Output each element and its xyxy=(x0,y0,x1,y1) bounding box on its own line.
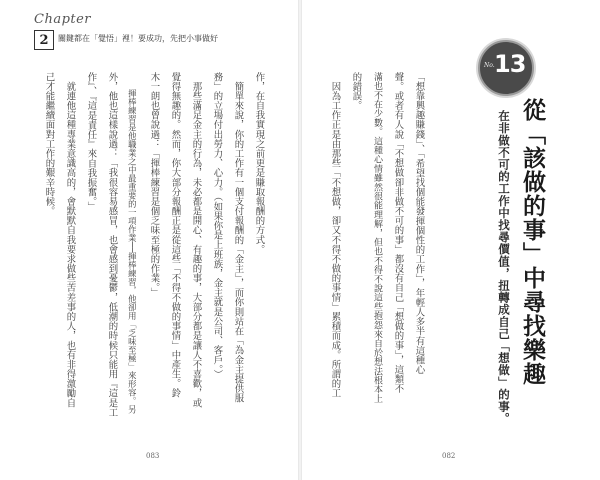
right-text-column: 「想靠興趣賺錢」、「希望找個能發揮個性的工作」，年輕人多半有這種心 xyxy=(413,72,425,375)
left-text-column: 務」的立場付出勞力、心力。（如果你是上班族，金主就是公司、客戶。） xyxy=(211,72,223,380)
section-title: 從「該做的事」中尋找樂趣 xyxy=(519,98,546,386)
left-text-column: 就連他這種專業意識高的，會默默自我要求做些苦差事的人，也有非得激勵自 xyxy=(64,72,76,408)
right-text-column: 滿也不在少數。這種心情雖然很能理解，但也不得不說這些抱怨來自於想法根本上 xyxy=(372,72,382,404)
chapter-number: 2 xyxy=(34,30,54,50)
page-number: 082 xyxy=(442,452,456,460)
badge-number: 13 xyxy=(494,50,526,78)
page-number: 083 xyxy=(146,452,160,460)
left-text-column: 木一朗也曾說過：「揮棒練習是個乏味至極的作業。」 xyxy=(148,72,160,298)
left-page xyxy=(0,0,298,480)
chapter-title: 關鍵都在「覺悟」裡！要成功，先把小事做好 xyxy=(58,34,218,43)
left-text-column: 簡單來說，你的工作有一個支付報酬的「金主」，而你則站在「為金主提供服 xyxy=(232,72,244,403)
right-text-column: 因為工作正是由那些「不想做，卻又不得不做的事情」累積而成。所謂的工 xyxy=(329,72,341,399)
left-text-column: 作』、『這是責任』來自我振奮。」 xyxy=(85,72,97,212)
section-number-badge xyxy=(470,38,548,98)
right-text-column: 的錯誤。 xyxy=(350,72,362,111)
left-text-column: 己才能繼續面對工作的艱辛時候。 xyxy=(43,72,55,216)
section-subtitle: 在非做不可的工作中找尋價值，扭轉成自己「想做」的事。 xyxy=(497,110,511,425)
left-text-column: 作，在自我實現之前更是賺取報酬的方式。 xyxy=(253,72,265,255)
badge-label: No. xyxy=(484,62,495,69)
chapter-label: Chapter xyxy=(34,12,92,27)
right-text-column: 聲。或者有人說「不想做卻非做不可的事」都沒有自己「想做的事」，這類不 xyxy=(392,72,404,394)
left-text-column: 外，他也這樣說過：「我很容易感冒，也會感到憂鬱，低潮的時候只能用『這是工 xyxy=(106,72,118,418)
left-text-column: 揮棒練習是他職業之中最重要的一項作業──揮棒練習，他卻用「乏味至極」來形容。另 xyxy=(127,72,138,414)
left-text-column: 覺得無趣的。然而，你大部分報酬正是從這些「不得不做的事情」中產生。鈴 xyxy=(169,72,181,399)
right-page xyxy=(302,0,600,480)
left-text-column: 那些滿足金主的行為，未必都是開心、有趣的事，大部分都是讓人不喜歡，或 xyxy=(190,72,202,408)
